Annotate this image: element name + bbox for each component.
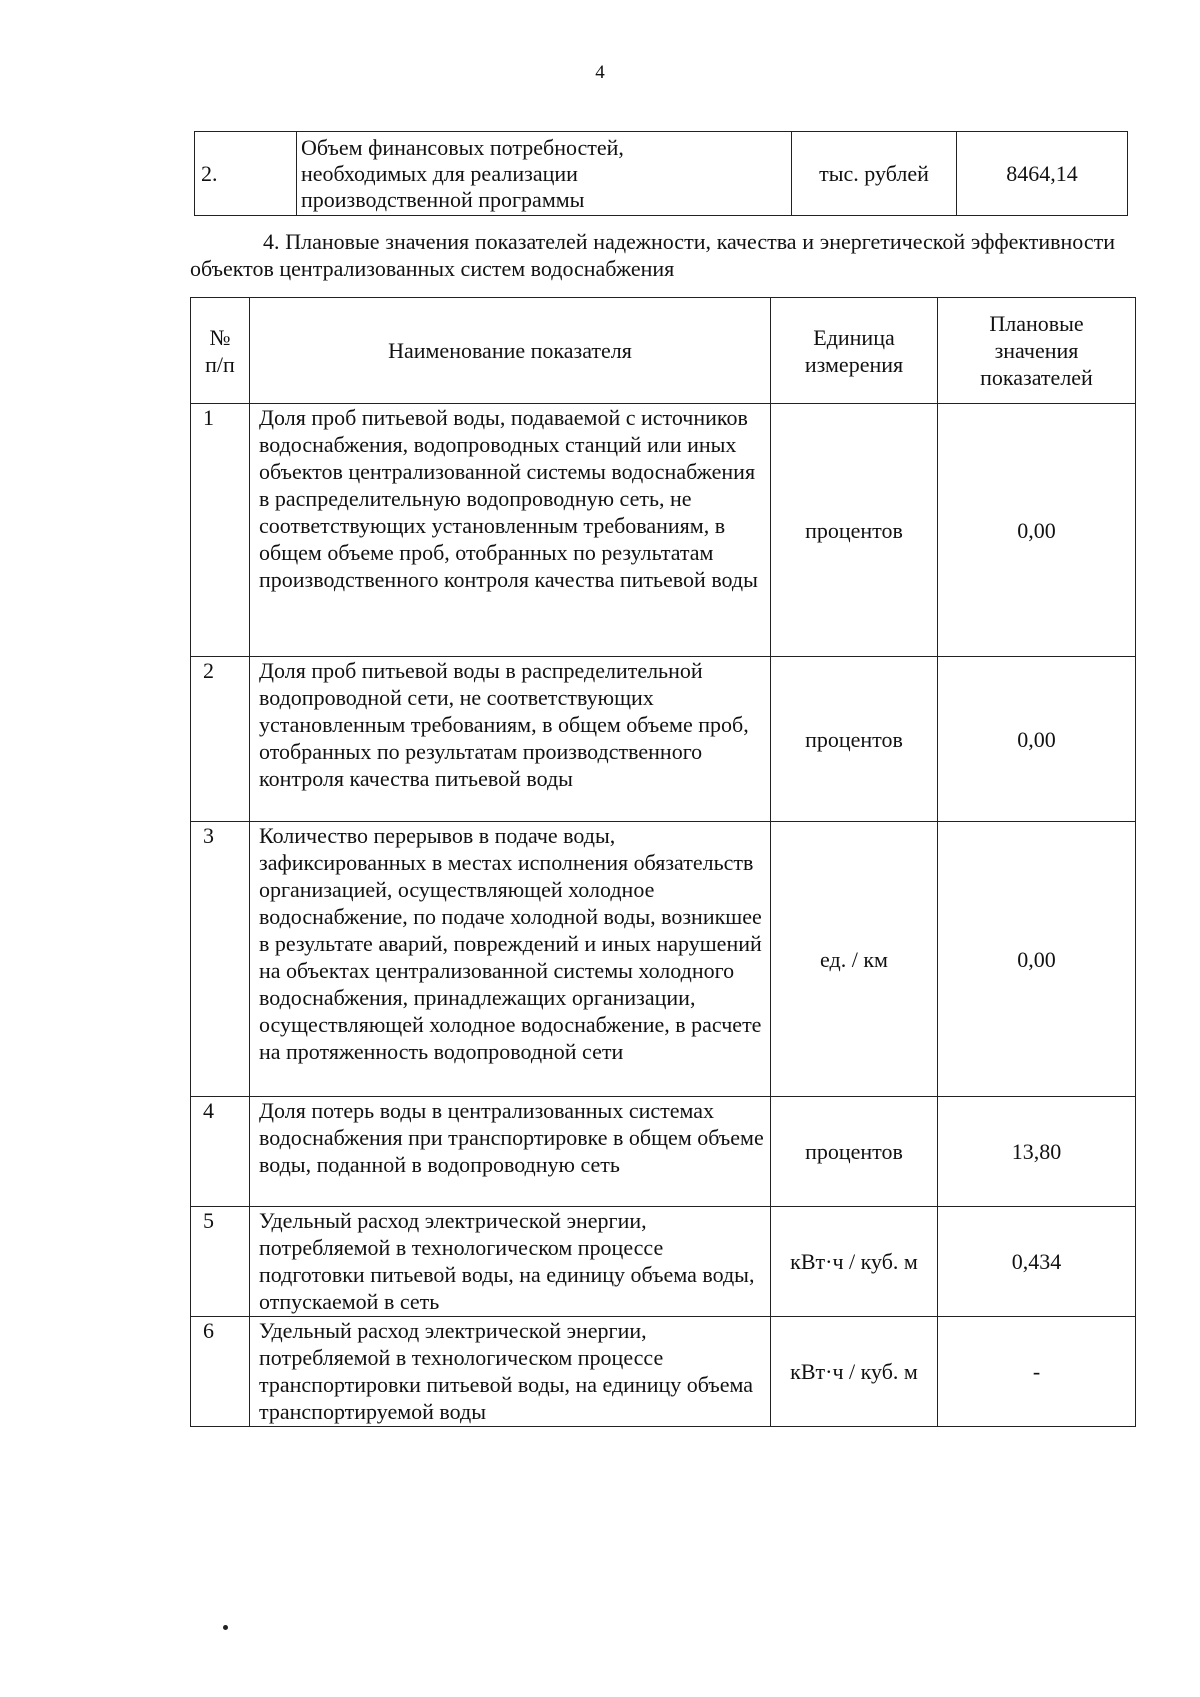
row-number: 6	[191, 1317, 250, 1427]
header-unit-line: измерения	[804, 351, 904, 377]
row-name: Доля проб питьевой воды, подаваемой с источников водоснабжения, водопроводных станций или иных объектов централизованной системы водоснабжения в распределительную водопроводную сеть, не соответствующих установленным требованиям, в общем объеме проб, отобранных по результатам производственного контроля качества питьевой воды	[250, 404, 771, 657]
row-number: 1	[191, 404, 250, 657]
row-value: 0,00	[938, 404, 1136, 657]
header-number	[191, 298, 250, 404]
row-number: 2.	[195, 132, 297, 216]
row-value: -	[938, 1317, 1136, 1427]
table-header-row	[191, 298, 1136, 404]
row-value: 0,434	[938, 1207, 1136, 1317]
table-row	[191, 822, 1136, 1097]
row-value: 8464,14	[957, 132, 1128, 216]
row-unit: тыс. рублей	[792, 132, 957, 216]
table-row	[191, 1317, 1136, 1427]
table-row	[191, 404, 1136, 657]
header-value	[938, 298, 1136, 404]
header-value-line: значения	[994, 338, 1079, 363]
indicators-table	[190, 297, 1136, 1427]
financial-needs-table	[194, 131, 1128, 216]
row-name: Доля проб питьевой воды в распределительной водопроводной сети, не соответствующих установленным требованиям, в общем объеме проб, отобранных по результатам производственного контроля качества питьевой воды	[250, 657, 771, 822]
row-name: Удельный расход электрической энергии, потребляемой в технологическом процессе подготовки питьевой воды, на единицу объема воды, отпускаемой в сеть	[250, 1207, 771, 1317]
table-row	[191, 657, 1136, 822]
table-row	[191, 1097, 1136, 1207]
header-name: Наименование показателя	[250, 298, 771, 404]
header-unit-line: Единица	[813, 324, 895, 350]
row-value: 0,00	[938, 822, 1136, 1097]
table-row	[191, 1207, 1136, 1317]
header-unit	[771, 298, 938, 404]
header-number-line: №	[209, 324, 231, 350]
row-name: Удельный расход электрической энергии, потребляемой в технологическом процессе транспортировки питьевой воды, на единицу объема транспортируемой воды	[250, 1317, 771, 1427]
row-name: Доля потерь воды в централизованных системах водоснабжения при транспортировке в общем объеме воды, поданной в водопроводную сеть	[250, 1097, 771, 1207]
page-number: 4	[595, 62, 605, 83]
row-name	[297, 132, 792, 216]
table-row	[195, 132, 1128, 216]
scan-mark	[223, 1625, 228, 1630]
row-number: 3	[191, 822, 250, 1097]
row-value: 13,80	[938, 1097, 1136, 1207]
row-name-line: необходимых для реализации	[301, 160, 578, 186]
row-name-line: Объем финансовых потребностей,	[301, 134, 624, 160]
row-number: 5	[191, 1207, 250, 1317]
row-number: 2	[191, 657, 250, 822]
row-unit: процентов	[771, 1097, 938, 1207]
row-name-line: производственной программы	[301, 186, 585, 212]
header-value-line: показателей	[980, 365, 1093, 390]
row-unit: процентов	[771, 657, 938, 822]
row-value: 0,00	[938, 657, 1136, 822]
row-unit: ед. / км	[771, 822, 938, 1097]
row-unit: кВт·ч / куб. м	[771, 1317, 938, 1427]
header-value-line: Плановые	[989, 311, 1084, 336]
section-heading: 4. Плановые значения показателей надежности, качества и энергетической эффективности объектов централизованных систем водоснабжения	[190, 229, 1115, 281]
row-number: 4	[191, 1097, 250, 1207]
row-unit: процентов	[771, 404, 938, 657]
row-unit: кВт·ч / куб. м	[771, 1207, 938, 1317]
row-name: Количество перерывов в подаче воды, зафиксированных в местах исполнения обязательств организацией, осуществляющей холодное водоснабжение, по подаче холодной воды, возникшее в результате аварий, повреждений и иных нарушений на объектах централизованной системы холодного водоснабжения, принадлежащих организации, осуществляющей холодное водоснабжение, в расчете на протяженность водопроводной сети	[250, 822, 771, 1097]
header-number-line: п/п	[205, 351, 235, 377]
